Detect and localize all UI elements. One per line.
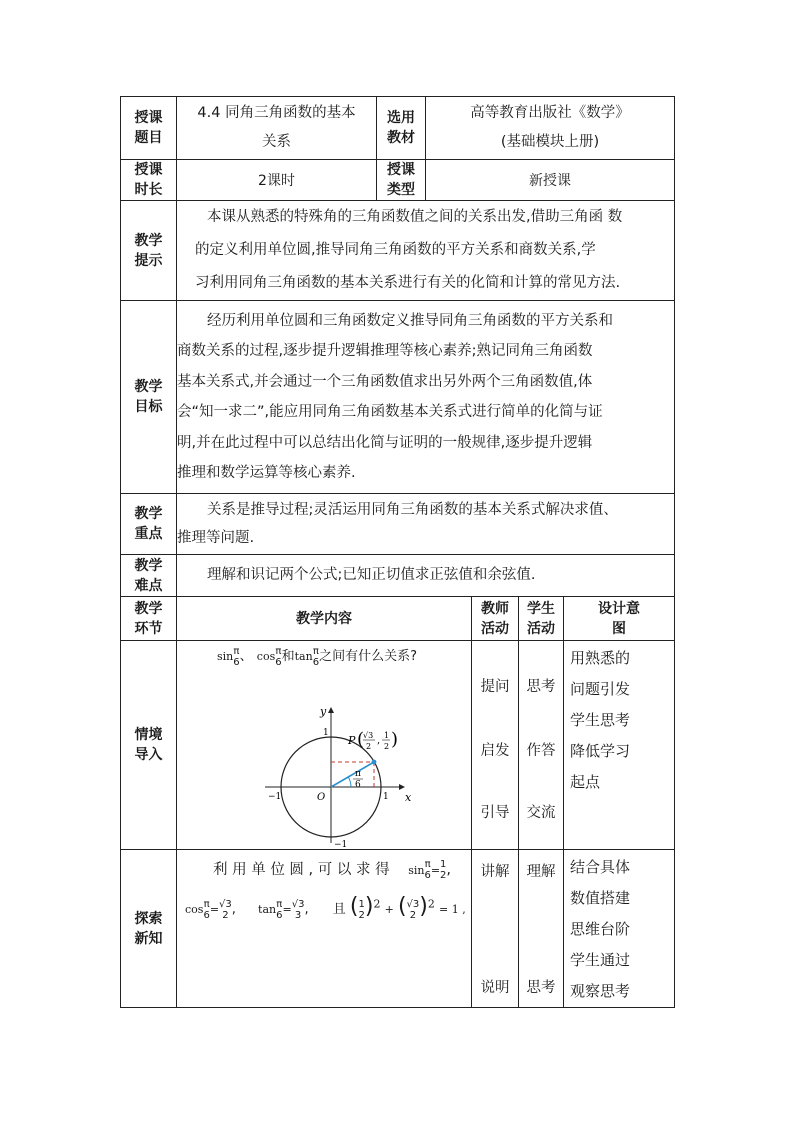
key-points: 关系是推导过程;灵活运用同角三角函数的基本关系式解决求值、 推理等问题. — [177, 494, 675, 555]
radius-op — [331, 762, 374, 787]
duration: 2课时 — [177, 160, 377, 201]
textbook: 高等教育出版社《数学》 (基础模块上册) — [426, 97, 675, 160]
label-difficulty: 教学难点 — [121, 555, 177, 597]
explore-teacher-activities: 讲解 说明 — [472, 850, 519, 1008]
header-teacher: 教师活动 — [472, 597, 519, 641]
header-stage: 教学环节 — [121, 597, 177, 641]
label-lesson-title: 授课题目 — [121, 97, 177, 160]
y-neg-one-label: −1 — [334, 840, 348, 847]
p-coord-two-b: 2 — [384, 742, 390, 751]
label-teaching-hint: 教学提示 — [121, 201, 177, 301]
angle-six: 6 — [355, 780, 361, 790]
explore-student-activities: 理解 思考 — [519, 850, 564, 1007]
angle-pi: π — [355, 769, 361, 779]
svg-text:): ) — [391, 729, 399, 750]
label-duration: 授课时长 — [121, 160, 177, 201]
y-axis-arrow — [328, 707, 334, 713]
explore-student-design — [519, 850, 675, 1008]
label-lesson-type: 授课类型 — [377, 160, 426, 201]
p-coord-one: 1 — [384, 731, 390, 740]
stage-explore: 探索新知 — [121, 850, 177, 1008]
lesson-plan-table — [120, 96, 675, 1008]
label-teaching-goals: 教学目标 — [121, 301, 177, 494]
point-p — [372, 760, 377, 765]
svg-text:(: ( — [357, 729, 365, 750]
x-one-label: 1 — [383, 792, 389, 802]
intro-question: sin π 6 、 cos π 6 和tan π 6 之间有什么关系? — [217, 645, 417, 668]
lesson-title: 4.4 同角三角函数的基本 关系 — [177, 97, 377, 160]
difficulty: 理解和识记两个公式;已知正切值求正弦值和余弦值. — [177, 555, 675, 597]
header-design: 设计意图 — [598, 600, 640, 637]
y-one-label: 1 — [323, 728, 329, 738]
teaching-goals: 经历利用单位圆和三角函数定义推导同角三角函数的平方关系和 商数关系的过程,逐步提升逻辑推理等核心素养;熟记同角三角函数 基本关系式,并会通过一个三角函数值求出另外两个三角函数值,体 会“知一求二”,能应用同角三角函数基本关系式进行简单的化简与证 明,并在此过程中可以总结出化简与证明的一般规律,逐步提升逻辑 推理和数学运算等核心素养. — [177, 301, 675, 494]
angle-arc — [348, 777, 351, 787]
intro-student-activities: 思考 作答 交流 — [519, 641, 564, 849]
label-key-points: 教学重点 — [121, 494, 177, 555]
header-student-design — [519, 597, 675, 641]
intro-content — [177, 641, 472, 850]
x-axis-arrow — [399, 784, 405, 790]
p-coord-two-a: 2 — [366, 742, 372, 751]
svg-text:,: , — [377, 735, 381, 746]
point-p-label: P — [348, 734, 356, 747]
intro-teacher-activities: 提问 启发 引导 — [472, 641, 519, 850]
p-coord-sqrt3: √3 — [363, 731, 374, 740]
explore-design-intent: 结合具体 数值搭建 思维台阶 学生通过 观察思考 — [570, 858, 631, 1000]
header-content: 教学内容 — [177, 597, 472, 641]
unit-circle-diagram — [177, 675, 472, 847]
y-axis-label: y — [320, 705, 327, 718]
explore-content: 利 用 单 位 圆 , 可 以 求 得 sin π 6 = 1 2 , cos π 6 = √3 2 , tan π 6 = √3 3 , 且 ( 1 2 )$^2$ + ( √3 2 )$^2$ = 1 , — [177, 850, 472, 1008]
intro-design-intent: 用熟悉的 问题引发 学生思考 降低学习 起点 — [570, 649, 631, 791]
origin-label: O — [317, 792, 326, 803]
intro-student-design — [519, 641, 675, 850]
x-axis-label: x — [405, 791, 412, 804]
teaching-hint: 本课从熟悉的特殊角的三角函数值之间的关系出发,借助三角函 数 的定义利用单位圆,推导同角三角函数的平方关系和商数关系,学 习利用同角三角函数的基本关系进行有关的化简和计算的常见方法. — [177, 201, 675, 301]
x-neg-one-label: −1 — [268, 792, 282, 802]
lesson-type: 新授课 — [426, 160, 675, 201]
label-textbook: 选用教材 — [377, 97, 426, 160]
stage-intro: 情境导入 — [121, 641, 177, 850]
header-student: 学生活动 — [519, 597, 564, 640]
